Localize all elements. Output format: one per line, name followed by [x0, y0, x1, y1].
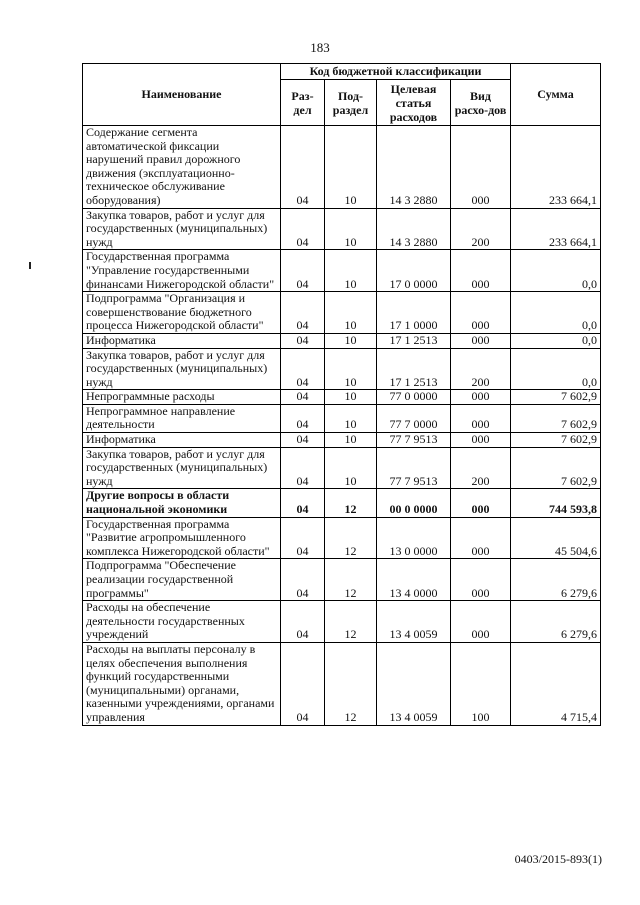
- row-target-article: 17 1 0000: [377, 292, 451, 334]
- row-razdel: 04: [281, 517, 325, 559]
- row-summa: 7 602,9: [511, 433, 601, 448]
- scan-artifact-mark: [29, 262, 31, 269]
- row-podrazdel: 10: [325, 208, 377, 250]
- row-razdel: 04: [281, 559, 325, 601]
- table-row: [83, 559, 601, 601]
- row-name: Непрограммное направление деятельности: [83, 404, 281, 432]
- row-name: Другие вопросы в области национальной экономики: [83, 489, 281, 517]
- row-razdel: 04: [281, 208, 325, 250]
- row-summa: 0,0: [511, 333, 601, 348]
- row-target-article: 13 4 0000: [377, 559, 451, 601]
- row-razdel: 04: [281, 601, 325, 643]
- table-row: [83, 601, 601, 643]
- row-podrazdel: 10: [325, 292, 377, 334]
- header-razdel: Раз-дел: [281, 80, 325, 126]
- row-name: Содержание сегмента автоматической фиксации нарушений правил дорожного движения (эксплуатационно-техническое обслуживание оборудования): [83, 126, 281, 209]
- row-podrazdel: 12: [325, 489, 377, 517]
- table-row: [83, 292, 601, 334]
- row-target-article: 77 7 9513: [377, 447, 451, 489]
- header-podrazdel: Под-раздел: [325, 80, 377, 126]
- row-target-article: 00 0 0000: [377, 489, 451, 517]
- row-podrazdel: 12: [325, 642, 377, 725]
- row-expense-type: 000: [451, 292, 511, 334]
- row-expense-type: 000: [451, 333, 511, 348]
- row-target-article: 77 7 9513: [377, 433, 451, 448]
- table-row: [83, 517, 601, 559]
- row-summa: 0,0: [511, 250, 601, 292]
- row-summa: 6 279,6: [511, 559, 601, 601]
- row-name: Подпрограмма "Организация и совершенствование бюджетного процесса Нижегородской области": [83, 292, 281, 334]
- page-number: 183: [310, 40, 330, 55]
- row-podrazdel: 10: [325, 390, 377, 405]
- row-summa: 0,0: [511, 348, 601, 390]
- row-target-article: 77 7 0000: [377, 404, 451, 432]
- table-row: [83, 208, 601, 250]
- table-row: [83, 250, 601, 292]
- row-podrazdel: 12: [325, 601, 377, 643]
- row-razdel: 04: [281, 433, 325, 448]
- row-summa: 4 715,4: [511, 642, 601, 725]
- row-podrazdel: 10: [325, 126, 377, 209]
- row-summa: 0,0: [511, 292, 601, 334]
- row-razdel: 04: [281, 250, 325, 292]
- row-razdel: 04: [281, 390, 325, 405]
- table-row: [83, 333, 601, 348]
- row-expense-type: 000: [451, 126, 511, 209]
- row-podrazdel: 10: [325, 447, 377, 489]
- row-expense-type: 000: [451, 517, 511, 559]
- row-expense-type: 000: [451, 489, 511, 517]
- row-expense-type: 200: [451, 447, 511, 489]
- header-target-article: Целевая статья расходов: [377, 80, 451, 126]
- row-summa: 7 602,9: [511, 404, 601, 432]
- row-expense-type: 000: [451, 404, 511, 432]
- row-target-article: 14 3 2880: [377, 208, 451, 250]
- row-podrazdel: 10: [325, 333, 377, 348]
- row-name: Государственная программа "Развитие агропромышленного комплекса Нижегородской области": [83, 517, 281, 559]
- header-name: Наименование: [83, 64, 281, 126]
- row-expense-type: 000: [451, 250, 511, 292]
- row-summa: 744 593,8: [511, 489, 601, 517]
- row-name: Подпрограмма "Обеспечение реализации государственной программы": [83, 559, 281, 601]
- row-name: Непрограммные расходы: [83, 390, 281, 405]
- row-podrazdel: 10: [325, 433, 377, 448]
- row-expense-type: 000: [451, 390, 511, 405]
- row-podrazdel: 10: [325, 348, 377, 390]
- table-row: [83, 404, 601, 432]
- document-code: 0403/2015-893(1): [514, 852, 602, 866]
- row-expense-type: 000: [451, 433, 511, 448]
- table-row: [83, 447, 601, 489]
- row-podrazdel: 12: [325, 559, 377, 601]
- row-razdel: 04: [281, 404, 325, 432]
- row-razdel: 04: [281, 348, 325, 390]
- row-expense-type: 200: [451, 208, 511, 250]
- row-podrazdel: 10: [325, 404, 377, 432]
- row-expense-type: 200: [451, 348, 511, 390]
- table-row: [83, 348, 601, 390]
- row-razdel: 04: [281, 126, 325, 209]
- row-expense-type: 100: [451, 642, 511, 725]
- table-row: [83, 433, 601, 448]
- row-target-article: 77 0 0000: [377, 390, 451, 405]
- row-summa: 7 602,9: [511, 390, 601, 405]
- row-target-article: 17 1 2513: [377, 348, 451, 390]
- row-target-article: 13 0 0000: [377, 517, 451, 559]
- row-name: Закупка товаров, работ и услуг для государственных (муниципальных) нужд: [83, 447, 281, 489]
- row-name: Закупка товаров, работ и услуг для государственных (муниципальных) нужд: [83, 208, 281, 250]
- row-expense-type: 000: [451, 601, 511, 643]
- row-razdel: 04: [281, 447, 325, 489]
- table-row: [83, 390, 601, 405]
- row-podrazdel: 12: [325, 517, 377, 559]
- table-row: [83, 642, 601, 725]
- header-classification-group: Код бюджетной классификации: [281, 64, 511, 80]
- row-name: Расходы на выплаты персоналу в целях обеспечения выполнения функций государственными (муниципальными) органами, казенными учреждениями, органами управления: [83, 642, 281, 725]
- row-razdel: 04: [281, 642, 325, 725]
- row-name: Информатика: [83, 333, 281, 348]
- row-razdel: 04: [281, 292, 325, 334]
- table-row: [83, 126, 601, 209]
- row-name: Закупка товаров, работ и услуг для государственных (муниципальных) нужд: [83, 348, 281, 390]
- row-expense-type: 000: [451, 559, 511, 601]
- row-name: Государственная программа "Управление государственными финансами Нижегородской области": [83, 250, 281, 292]
- row-target-article: 17 1 2513: [377, 333, 451, 348]
- budget-table: [82, 63, 601, 726]
- header-expense-type: Вид расхо-дов: [451, 80, 511, 126]
- row-name: Расходы на обеспечение деятельности государственных учреждений: [83, 601, 281, 643]
- row-summa: 233 664,1: [511, 126, 601, 209]
- table-row-section-total: [83, 489, 601, 517]
- row-podrazdel: 10: [325, 250, 377, 292]
- row-target-article: 13 4 0059: [377, 601, 451, 643]
- row-target-article: 17 0 0000: [377, 250, 451, 292]
- row-summa: 7 602,9: [511, 447, 601, 489]
- row-razdel: 04: [281, 489, 325, 517]
- row-summa: 6 279,6: [511, 601, 601, 643]
- row-name: Информатика: [83, 433, 281, 448]
- header-summa: Сумма: [511, 64, 601, 126]
- row-summa: 45 504,6: [511, 517, 601, 559]
- row-target-article: 13 4 0059: [377, 642, 451, 725]
- row-target-article: 14 3 2880: [377, 126, 451, 209]
- row-summa: 233 664,1: [511, 208, 601, 250]
- row-razdel: 04: [281, 333, 325, 348]
